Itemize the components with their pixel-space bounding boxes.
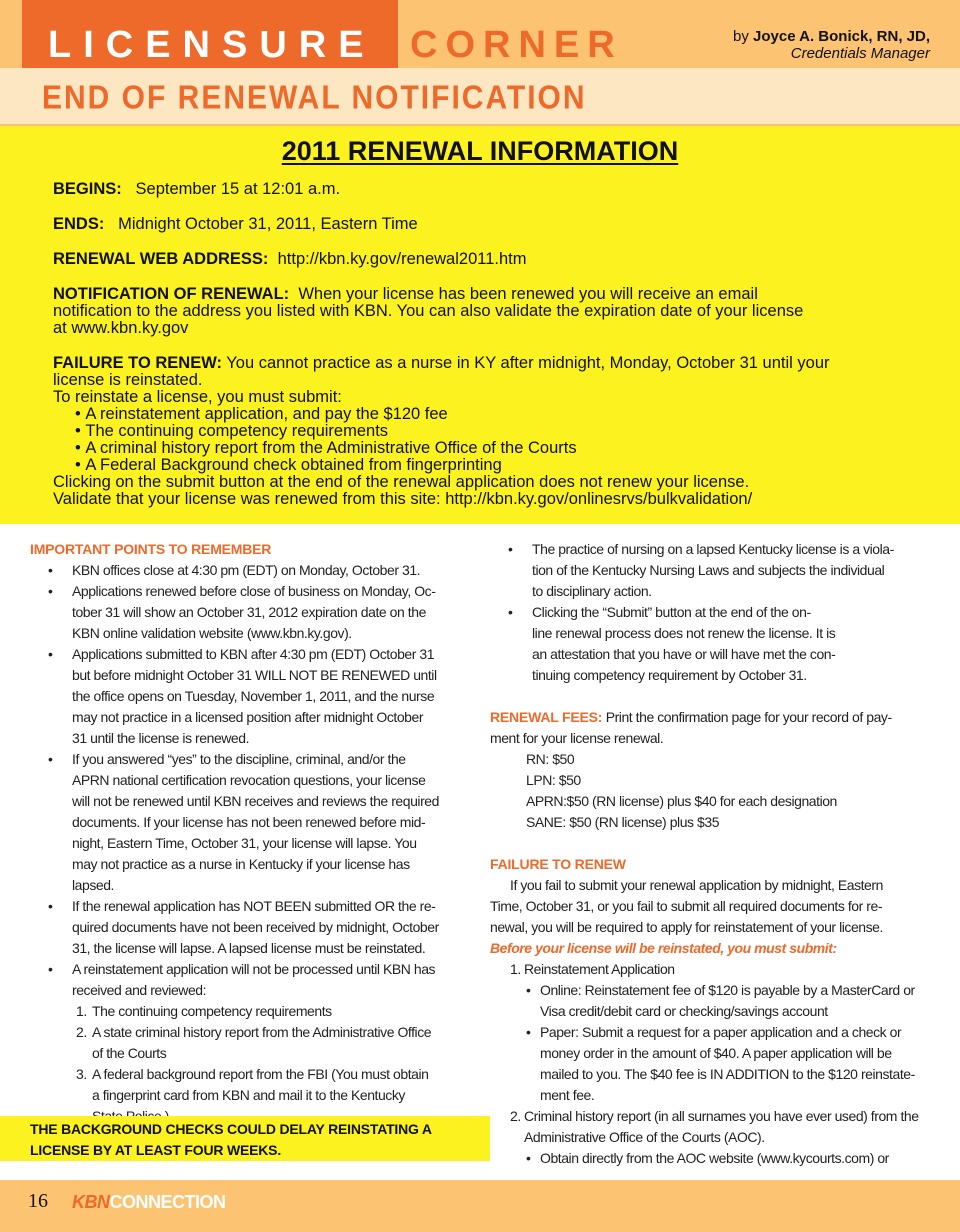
reinstate-item: • The continuing competency requirements: [75, 423, 923, 440]
begins-label: BEGINS:: [53, 180, 122, 198]
text-line: a fingerprint card from KBN and mail it to the Kentucky: [92, 1087, 405, 1103]
background-check-warning: [0, 1116, 490, 1161]
text-line: money order in the amount of $40. A paper application will be: [540, 1045, 892, 1061]
text-line: documents. If your license has not been renewed before mid-: [72, 814, 426, 830]
failure-line-2: license is reinstated.: [53, 371, 203, 389]
renewal-info-body: [53, 181, 923, 508]
logo-connection: CONNECTION: [109, 1192, 226, 1212]
text-line: the office opens on Tuesday, November 1, 2011, and the nurse: [72, 688, 435, 704]
item-number: 2.: [510, 1108, 521, 1124]
bullet: •: [48, 583, 53, 599]
notification-line-1: When your license has been renewed you will receive an email: [298, 285, 758, 303]
text-line: may not practice in a licensed position after midnight October: [72, 709, 424, 725]
text-line: ment for your license renewal.: [490, 730, 664, 746]
web-address-link[interactable]: http://kbn.ky.gov/renewal2011.htm: [277, 250, 527, 268]
begins-line: [53, 181, 923, 198]
text-line: to disciplinary action.: [532, 583, 652, 599]
list-item: [490, 602, 932, 686]
text-line: night, Eastern Time, October 31, your license will lapse. You: [72, 835, 417, 851]
title-licensure: LICENSURE: [48, 24, 376, 66]
fee-list: [490, 749, 932, 833]
list-item: [490, 539, 932, 602]
text-line: If you answered “yes” to the discipline, criminal, and/or the: [72, 751, 406, 767]
text-line: Time, October 31, or you fail to submit all required documents for re-: [490, 898, 883, 914]
renewal-info-box: [0, 126, 960, 524]
bullet: •: [508, 604, 513, 620]
text-line: quired documents have not been received by midnight, October: [72, 919, 439, 935]
bullet: •: [48, 961, 53, 977]
right-column: [490, 539, 932, 1169]
text-line: Print the confirmation page for your record of pay-: [602, 709, 892, 725]
renewal-heading: 2011 RENEWAL INFORMATION: [281, 136, 679, 166]
item-number: 3.: [76, 1066, 87, 1082]
text-line: KBN offices close at 4:30 pm (EDT) on Monday, October 31.: [72, 562, 421, 578]
text-line: tion of the Kentucky Nursing Laws and subjects the individual: [532, 562, 885, 578]
notification-line-2: notification to the address you listed with KBN. You can also validate the expiration date of your license: [53, 302, 804, 320]
byline-prefix: by: [732, 28, 753, 45]
bullet: •: [48, 751, 53, 767]
text-line: Criminal history report (in all surnames you have ever used) from the: [524, 1108, 919, 1124]
list-item: [30, 959, 472, 1001]
page-subtitle: END OF RENEWAL NOTIFICATION: [42, 79, 587, 117]
text-line: Clicking the “Submit” button at the end of the on-: [532, 604, 811, 620]
text-line: Online: Reinstatement fee of $120 is payable by a MasterCard or: [540, 982, 915, 998]
list-item: [30, 749, 472, 896]
failure-label: FAILURE TO RENEW:: [53, 354, 222, 372]
sub-list-item: [490, 1148, 932, 1169]
numbered-item: [30, 1001, 472, 1022]
bullet: •: [508, 541, 513, 557]
text-line: line renewal process does not renew the license. It is: [532, 625, 836, 641]
title-corner: CORNER: [410, 24, 623, 66]
text-line: 31 until the license is renewed.: [72, 730, 250, 746]
text-line: will not be renewed until KBN receives and reviews the required: [72, 793, 439, 809]
ends-value: Midnight October 31, 2011, Eastern Time: [118, 215, 418, 233]
text-line: Reinstatement Application: [524, 961, 675, 977]
numbered-item: [490, 959, 932, 980]
text-line: mailed to you. The $40 fee is IN ADDITION to the $120 reinstate-: [540, 1066, 915, 1082]
text-line: tinuing competency requirement by October 31.: [532, 667, 807, 683]
bullet: •: [48, 562, 53, 578]
text-line: received and reviewed:: [72, 982, 207, 998]
sub-list-item: [490, 1022, 932, 1106]
text-line: A reinstatement application will not be processed until KBN has: [72, 961, 436, 977]
text-line: newal, you will be required to apply for reinstatement of your license.: [490, 919, 883, 935]
ends-line: [53, 216, 923, 233]
page-number: 16: [28, 1190, 48, 1212]
text-line: Applications renewed before close of business on Monday, Oc-: [72, 583, 436, 599]
closing-line-2: Validate that your license was renewed from this site: http://kbn.ky.gov/onlinesrvs/bulkvalidation/: [53, 490, 753, 508]
reinstate-intro: To reinstate a license, you must submit:: [53, 388, 342, 406]
list-item: [30, 644, 472, 749]
list-item: [30, 581, 472, 644]
item-number: 1.: [76, 1003, 87, 1019]
text-line: Obtain directly from the AOC website (www.kycourts.com) or: [540, 1150, 889, 1166]
list-item: [30, 560, 472, 581]
ends-label: ENDS:: [53, 215, 105, 233]
text-line: Applications submitted to KBN after 4:30 pm (EDT) October 31: [72, 646, 435, 662]
spacer: [490, 833, 932, 854]
text-line: of the Courts: [92, 1045, 167, 1061]
failure-paragraph: [53, 355, 923, 508]
text-line: The practice of nursing on a lapsed Kentucky license is a viola-: [532, 541, 894, 557]
text-line: but before midnight October 31 WILL NOT BE RENEWED until: [72, 667, 437, 683]
bullet: •: [48, 898, 53, 914]
text-line: If you fail to submit your renewal application by midnight, Eastern: [510, 877, 883, 893]
reinstate-list: [53, 406, 923, 474]
notification-label: NOTIFICATION OF RENEWAL:: [53, 285, 290, 303]
fee-sane: SANE: $50 (RN license) plus $35: [526, 814, 720, 830]
numbered-item: [490, 1106, 932, 1148]
text-line: A state criminal history report from the Administrative Office: [92, 1024, 432, 1040]
reinstate-item: • A Federal Background check obtained from fingerprinting: [75, 457, 923, 474]
text-line: The continuing competency requirements: [92, 1003, 332, 1019]
sub-list-item: [490, 980, 932, 1022]
reinstate-item: • A criminal history report from the Administrative Office of the Courts: [75, 440, 923, 457]
fee-aprn: APRN:$50 (RN license) plus $40 for each designation: [526, 793, 837, 809]
notification-line-3: at www.kbn.ky.gov: [53, 319, 189, 337]
important-points-heading: IMPORTANT POINTS TO REMEMBER: [30, 541, 272, 557]
failure-to-renew-heading: FAILURE TO RENEW: [490, 856, 626, 872]
spacer: [490, 686, 932, 707]
byline: [733, 28, 930, 62]
text-line: ment fee.: [540, 1087, 595, 1103]
fee-rn: RN: $50: [526, 751, 575, 767]
text-line: Paper: Submit a request for a paper application and a check or: [540, 1024, 902, 1040]
text-line: APRN national certification revocation questions, your license: [72, 772, 426, 788]
failure-line-1: You cannot practice as a nurse in KY after midnight, Monday, October 31 until your: [226, 354, 830, 372]
text-line: 31, the license will lapse. A lapsed license must be reinstated.: [72, 940, 426, 956]
logo-kbn: KBN: [72, 1192, 110, 1212]
bullet: •: [526, 1024, 531, 1040]
begins-value: September 15 at 12:01 a.m.: [135, 180, 341, 198]
notification-paragraph: [53, 286, 923, 337]
numbered-item: [30, 1022, 472, 1064]
left-column: [30, 539, 472, 1127]
item-number: 2.: [76, 1024, 87, 1040]
author-name: Joyce A. Bonick, RN, JD,: [753, 28, 930, 45]
text-line: Visa credit/debit card or checking/savings account: [540, 1003, 828, 1019]
bullet: •: [48, 646, 53, 662]
page-footer: [0, 1180, 960, 1232]
kbn-connection-logo: [72, 1192, 226, 1213]
fee-lpn: LPN: $50: [526, 772, 581, 788]
renewal-fees-label: RENEWAL FEES:: [490, 709, 603, 725]
closing-line-1: Clicking on the submit button at the end of the renewal application does not renew your license.: [53, 473, 750, 491]
author-role: Credentials Manager: [790, 45, 930, 62]
text-line: tober 31 will show an October 31, 2012 expiration date on the: [72, 604, 426, 620]
text-line: If the renewal application has NOT BEEN submitted OR the re-: [72, 898, 436, 914]
list-item: [30, 896, 472, 959]
text-line: may not practice as a nurse in Kentucky if your license has: [72, 856, 410, 872]
text-line: Administrative Office of the Courts (AOC).: [524, 1129, 765, 1145]
before-reinstated-heading: Before your license will be reinstated, you must submit:: [490, 940, 837, 956]
item-number: 1.: [510, 961, 521, 977]
web-address-label: RENEWAL WEB ADDRESS:: [53, 250, 269, 268]
text-line: an attestation that you have or will have met the con-: [532, 646, 836, 662]
bullet: •: [526, 982, 531, 998]
text-line: A federal background report from the FBI (You must obtain: [92, 1066, 429, 1082]
renewal-fees-paragraph: [490, 707, 932, 728]
reinstate-item: • A reinstatement application, and pay the $120 fee: [75, 406, 923, 423]
bullet: •: [526, 1150, 531, 1166]
warning-line-2: LICENSE BY AT LEAST FOUR WEEKS.: [30, 1142, 282, 1158]
warning-line-1: THE BACKGROUND CHECKS COULD DELAY REINSTATING A: [30, 1121, 432, 1137]
text-line: KBN online validation website (www.kbn.ky.gov).: [72, 625, 352, 641]
web-address-line: [53, 251, 923, 268]
text-line: lapsed.: [72, 877, 114, 893]
